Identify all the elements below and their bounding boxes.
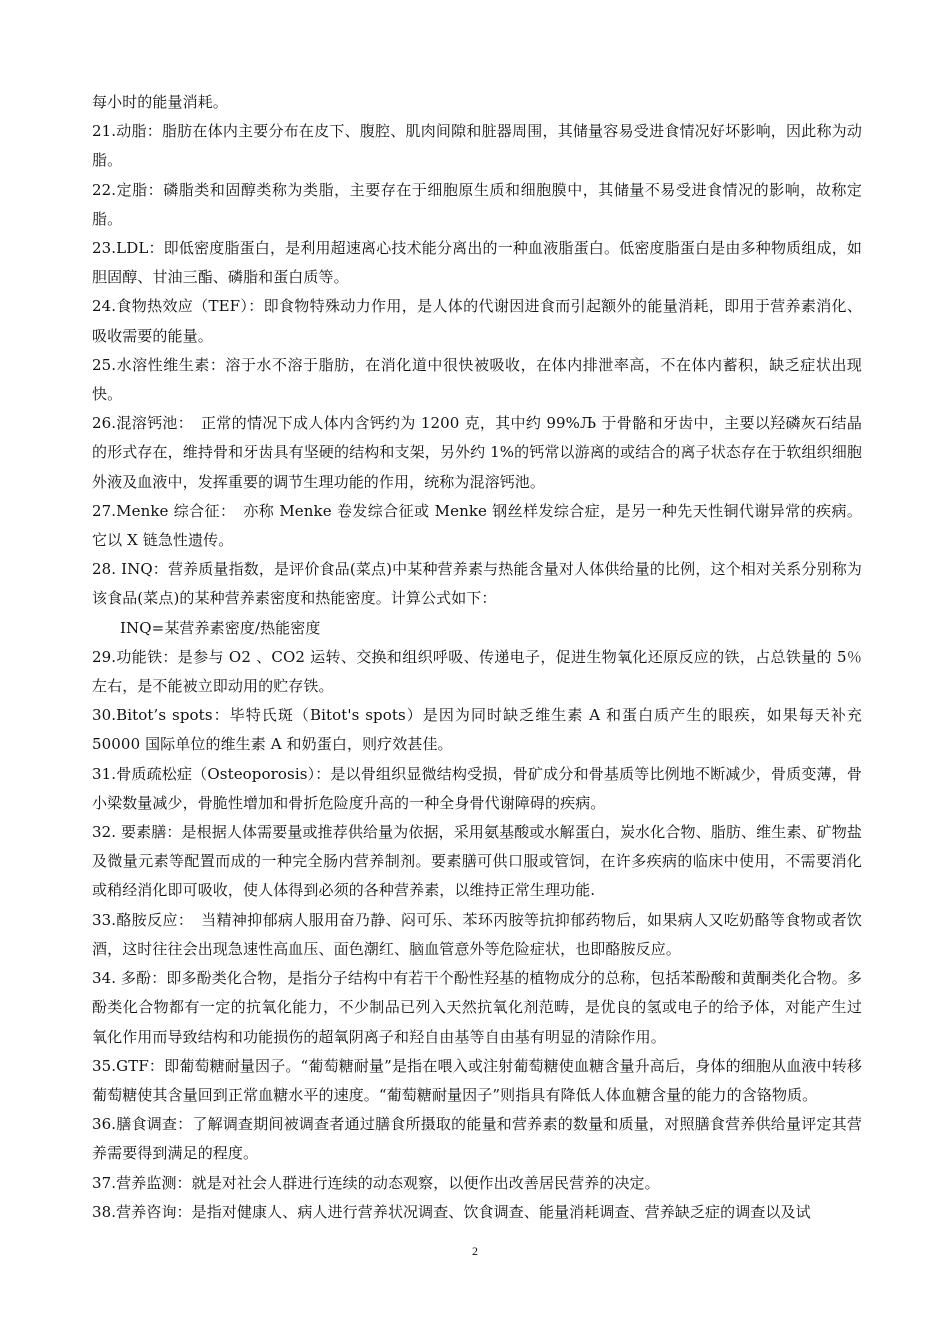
inq-formula: INQ=某营养素密度/热能密度 [120, 618, 321, 637]
term-36-dietary-survey: 36.膳食调查：了解调查期间被调查者通过膳食所摄取的能量和营养素的数量和质量，对照膳食营养供给量评定其营养需要得到满足的程度。 [92, 1115, 862, 1163]
term-22-fixed-fat: 22.定脂：磷脂类和固醇类称为类脂，主要存在于细胞原生质和细胞膜中，其储量不易受进食情况的影响，故称定脂。 [92, 180, 862, 228]
term-30-bitots-spots: 30.Bitot’s spots：毕特氏斑（Bitot's spots）是因为同时缺乏维生素 A 和蛋白质产生的眼疾，如果每天补充 50000 国际单位的维生素 A 和奶蛋白，则疗效甚佳。 [92, 706, 862, 754]
page-number: 2 [472, 1244, 478, 1258]
term-23-ldl: 23.LDL：即低密度脂蛋白，是利用超速离心技术能分离出的一种血液脂蛋白。低密度脂蛋白是由多种物质组成，如胆固醇、甘油三酯、磷脂和蛋白质等。 [92, 239, 862, 287]
term-38-nutrition-consulting: 38.营养咨询：是指对健康人、病人进行营养状况调查、饮食调查、能量消耗调查、营养缺乏症的调查以及试 [92, 1202, 811, 1221]
body-text [92, 88, 862, 1227]
term-34-polyphenols: 34. 多酚：即多酚类化合物，是指分子结构中有若干个酚性羟基的植物成分的总称，包括苯酚酸和黄酮类化合物。多酚类化合物都有一定的抗氧化能力，不少制品已列入天然抗氧化剂范畴，是优良的氢或电子的给予体，对能产生过氧化作用而导致结构和功能损伤的超氧阴离子和羟自由基等自由基有明显的清除作用。 [92, 969, 862, 1046]
term-29-functional-iron: 29.功能铁：是参与 O2 、CO2 运转、交换和组织呼吸、传递电子，促进生物氧化还原反应的铁，占总铁量的 5％左右，是不能被立即动用的贮存铁。 [92, 647, 862, 696]
term-25-water-soluble-vitamin: 25.水溶性维生素：溶于水不溶于脂肪，在消化道中很快被吸收，在体内排泄率高，不在体内蓄积，缺乏症状出现快。 [92, 355, 862, 404]
term-31-osteoporosis: 31.骨质疏松症（Osteoporosis）：是以骨组织显微结构受损，骨矿成分和骨基质等比例地不断减少，骨质变薄，骨小梁数量减少，骨脆性增加和骨折危险度升高的一种全身骨代谢障碍的疾病。 [92, 764, 862, 812]
term-21-dynamic-fat: 21.动脂：脂肪在体内主要分布在皮下、腹腔、肌肉间隙和脏器周围，其储量容易受进食情况好坏影响，因此称为动脂。 [92, 122, 862, 170]
term-28-inq: 28. INQ：营养质量指数，是评价食品(菜点)中某种营养素与热能含量对人体供给量的比例，这个相对关系分别称为该食品(菜点)的某种营养素密度和热能密度。计算公式如下： [92, 560, 862, 608]
term-26-calcium-pool: 26.混溶钙池： 正常的情况下成人体内含钙约为 1200 克，其中约 99%Љ 于骨骼和牙齿中，主要以羟磷灰石结晶的形式存在，维持骨和牙齿具有坚硬的结构和支架，另外约 1%的钙常以游离的或结合的离子状态存在于软组织细胞外液及血液中，发挥重要的调节生理功能的作用，统称为混溶钙池。 [92, 414, 862, 491]
term-32-elemental-diet: 32. 要素膳：是根据人体需要量或推荐供给量为依据，采用氨基酸或水解蛋白，炭水化合物、脂肪、维生素、矿物盐及微量元素等配置而成的一种完全肠内营养制剂。要素膳可供口服或管饲，在许多疾病的临床中使用，不需要消化或稍经消化即可吸收，使人体得到必须的各种营养素，以维持正常生理功能. [92, 823, 862, 900]
term-37-nutrition-monitoring: 37.营养监测：就是对社会人群进行连续的动态观察，以便作出改善居民营养的决定。 [92, 1173, 660, 1192]
paragraph-continuation: 每小时的能量消耗。 [92, 93, 228, 111]
term-33-tyramine-reaction: 33.酪胺反应： 当精神抑郁病人服用奋乃静、闷可乐、苯环丙胺等抗抑郁药物后，如果病人又吃奶酪等食物或者饮酒，这时往往会出现急速性高血压、面色潮红、脑血管意外等危险症状，也即酪胺反应。 [92, 910, 862, 958]
term-35-gtf: 35.GTF：即葡萄糖耐量因子。“葡萄糖耐量”是指在喂入或注射葡萄糖使血糖含量升高后，身体的细胞从血液中转移葡萄糖使其含量回到正常血糖水平的速度。“葡萄糖耐量因子”则指具有降低人体血糖含量的能力的含铬物质。 [92, 1056, 862, 1104]
term-24-tef: 24.食物热效应（TEF）：即食物特殊动力作用，是人体的代谢因进食而引起额外的能量消耗，即用于营养素消化、吸收需要的能量。 [92, 297, 862, 345]
term-27-menke: 27.Menke 综合征： 亦称 Menke 卷发综合征或 Menke 钢丝样发综合症，是另一种先天性铜代谢异常的疾病。它以 X 链急性遗传。 [92, 501, 862, 550]
